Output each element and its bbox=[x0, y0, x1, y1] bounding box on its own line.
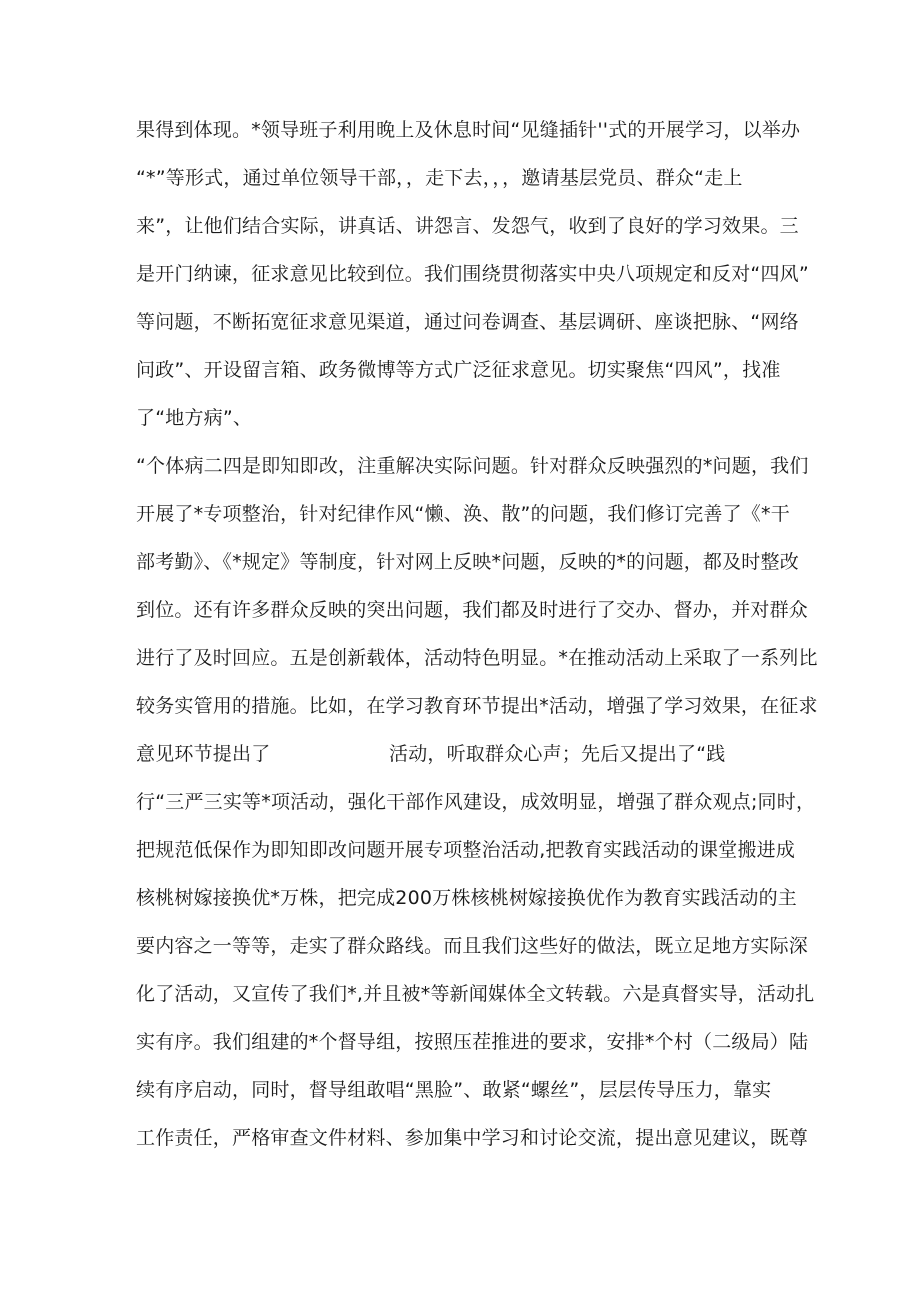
text-line: 开展了*专项整治，针对纪律作风“懒、涣、散”的问题，我们修订完善了《*干 bbox=[136, 503, 790, 525]
text-line: 化了活动，又宣传了我们*,并且被*等新闻媒体全文转载。六是真督实导，活动扎 bbox=[136, 983, 815, 1005]
text-line: “个体病二四是即知即改，注重解决实际问题。针对群众反映强烈的*问题，我们 bbox=[136, 455, 809, 477]
text-line: 到位。还有许多群众反映的突出问题，我们都及时进行了交办、督办，并对群众 bbox=[136, 599, 809, 621]
text-line: 核桃树嫁接换优*万株，把完成200万株核桃树嫁接换优作为教育实践活动的主 bbox=[136, 887, 797, 909]
text-line: 果得到体现。*领导班子利用晚上及休息时间“见缝插针''式的开展学习，以举办 bbox=[136, 119, 801, 141]
text-line: 续有序启动，同时，督导组敢唱“黑脸”、敢紧“螺丝”，层层传导压力，靠实 bbox=[136, 1079, 772, 1101]
text-line: 行“三严三实等*项活动，强化干部作风建设，成效明显，增强了群众观点;同时， bbox=[136, 791, 816, 813]
text-line: 工作责任，严格审查文件材料、参加集中学习和讨论交流，提出意见建议，既尊 bbox=[136, 1127, 809, 1149]
text-line: 实有序。我们组建的*个督导组，按照压茬推进的要求，安排*个村（二级局）陆 bbox=[136, 1031, 809, 1053]
text-line: 较务实管用的措施。比如，在学习教育环节提出*活动，增强了学习效果，在征求 bbox=[136, 695, 818, 717]
text-line-left-segment: 意见环节提出了 bbox=[136, 743, 271, 765]
text-line: 等问题，不断拓宽征求意见渠道，通过问卷调查、基层调研、座谈把脉、“网络 bbox=[136, 311, 799, 333]
text-line: 部考勤》、《*规定》等制度，针对网上反映*问题，反映的*的问题，都及时整改 bbox=[136, 551, 799, 573]
text-line: 把规范低保作为即知即改问题开展专项整治活动,把教育实践活动的课堂搬进成 bbox=[136, 839, 796, 861]
text-line: “*”等形式，通过单位领导干部，，走下去，，，邀请基层党员、群众“走上 bbox=[136, 167, 743, 189]
text-line: 了“地方病”、 bbox=[136, 407, 253, 429]
text-line: 进行了及时回应。五是创新载体，活动特色明显。*在推动活动上采取了一系列比 bbox=[136, 647, 818, 669]
text-line-right-segment: 活动，听取群众心声；先后又提出了“践 bbox=[389, 743, 726, 765]
text-line: 来”，让他们结合实际，讲真话、讲怨言、发怨气，收到了良好的学习效果。三 bbox=[136, 215, 799, 237]
text-line: 要内容之一等等，走实了群众路线。而且我们这些好的做法，既立足地方实际深 bbox=[136, 935, 809, 957]
text-line: 是开门纳谏，征求意见比较到位。我们围绕贯彻落实中央八项规定和反对“四风” bbox=[136, 263, 809, 285]
text-line: 问政”、开设留言箱、政务微博等方式广泛征求意见。切实聚焦“四风”，找准 bbox=[136, 359, 781, 381]
